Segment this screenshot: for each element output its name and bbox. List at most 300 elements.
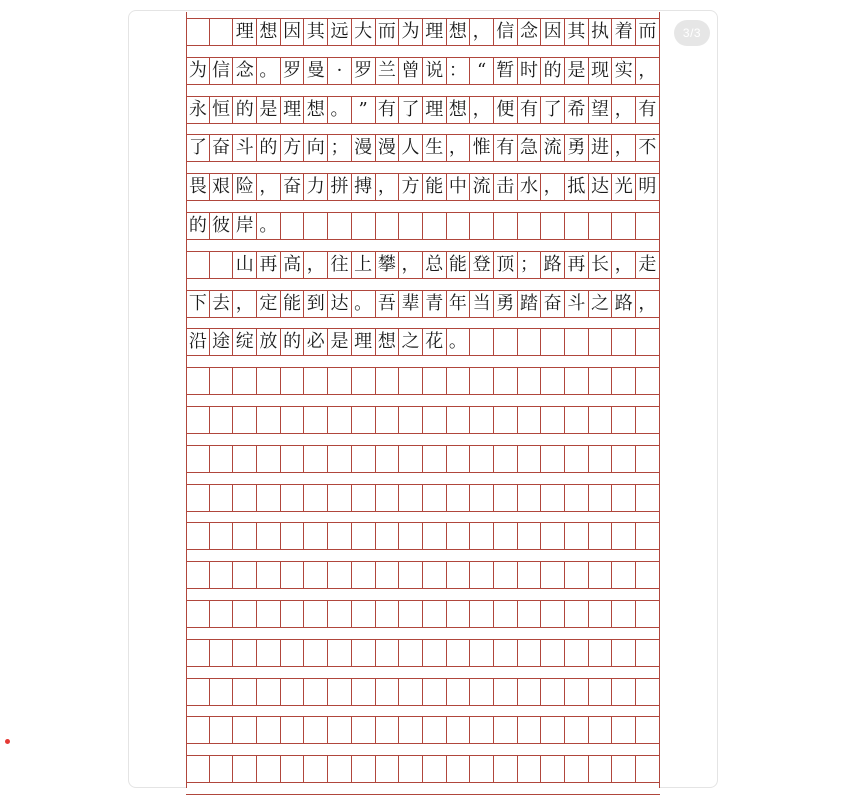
grid-cell xyxy=(470,717,494,743)
grid-cell xyxy=(233,368,257,394)
grid-cell xyxy=(470,213,494,239)
grid-cell xyxy=(518,601,542,627)
grid-cell: 登 xyxy=(470,252,494,278)
grid-cell: 斗 xyxy=(565,291,589,317)
grid-cell: 而 xyxy=(376,19,400,45)
grid-cell xyxy=(541,213,565,239)
grid-cell xyxy=(541,640,565,666)
grid-cell xyxy=(376,601,400,627)
grid-cell xyxy=(447,601,471,627)
grid-row xyxy=(186,561,660,589)
grid-cell xyxy=(565,601,589,627)
grid-cell: 定 xyxy=(257,291,281,317)
grid-cell xyxy=(376,523,400,549)
grid-cell xyxy=(541,446,565,472)
grid-cell: 去 xyxy=(210,291,234,317)
grid-cell xyxy=(589,485,613,511)
grid-cell: 顶 xyxy=(494,252,518,278)
grid-cell xyxy=(210,640,234,666)
grid-cell xyxy=(636,717,660,743)
grid-cell xyxy=(518,679,542,705)
grid-cell xyxy=(541,368,565,394)
grid-cell xyxy=(399,523,423,549)
grid-cell xyxy=(304,446,328,472)
grid-cell: 便 xyxy=(494,97,518,123)
grid-cell: ， xyxy=(304,252,328,278)
grid-cell xyxy=(447,679,471,705)
grid-cell xyxy=(612,679,636,705)
grid-row xyxy=(186,134,660,162)
grid-cell: 下 xyxy=(186,291,210,317)
grid-cell xyxy=(494,562,518,588)
grid-cell: 勇 xyxy=(494,291,518,317)
grid-cell: 时 xyxy=(518,58,542,84)
grid-cell: 其 xyxy=(565,19,589,45)
grid-cell: ： xyxy=(447,58,471,84)
grid-cell xyxy=(565,756,589,782)
grid-cell xyxy=(612,329,636,355)
grid-cell xyxy=(186,717,210,743)
grid-cell xyxy=(399,562,423,588)
grid-cell xyxy=(210,717,234,743)
grid-row xyxy=(186,406,660,434)
grid-cell: 水 xyxy=(518,174,542,200)
grid-cell xyxy=(565,485,589,511)
grid-cell xyxy=(257,446,281,472)
grid-cell: 罗 xyxy=(281,58,305,84)
grid-cell xyxy=(233,601,257,627)
grid-cell: 理 xyxy=(423,19,447,45)
grid-cell xyxy=(423,523,447,549)
grid-cell: 艰 xyxy=(210,174,234,200)
grid-cell: 光 xyxy=(612,174,636,200)
grid-cell: 长 xyxy=(589,252,613,278)
grid-cell xyxy=(352,562,376,588)
grid-cell xyxy=(636,640,660,666)
grid-cell xyxy=(494,407,518,433)
grid-row xyxy=(186,367,660,395)
grid-cell: 高 xyxy=(281,252,305,278)
grid-cell: 生 xyxy=(423,135,447,161)
grid-cell: 的 xyxy=(186,213,210,239)
grid-cell: 漫 xyxy=(352,135,376,161)
grid-row xyxy=(186,600,660,628)
grid-cell: 曾 xyxy=(399,58,423,84)
grid-cell xyxy=(494,368,518,394)
grid-cell xyxy=(470,329,494,355)
grid-cell: · xyxy=(328,58,352,84)
grid-cell: “ xyxy=(470,58,494,84)
grid-cell xyxy=(447,407,471,433)
grid-cell: 斗 xyxy=(233,135,257,161)
grid-cell: 吾 xyxy=(376,291,400,317)
grid-cell xyxy=(447,523,471,549)
grid-cell xyxy=(612,601,636,627)
grid-cell: 希 xyxy=(565,97,589,123)
grid-cell xyxy=(423,640,447,666)
grid-cell: 流 xyxy=(541,135,565,161)
grid-cell xyxy=(636,368,660,394)
grid-cell xyxy=(352,446,376,472)
grid-cell xyxy=(304,523,328,549)
grid-cell xyxy=(612,523,636,549)
grid-cell xyxy=(376,368,400,394)
grid-cell: ； xyxy=(518,252,542,278)
grid-cell: 奋 xyxy=(281,174,305,200)
grid-cell: 再 xyxy=(257,252,281,278)
grid-cell: 路 xyxy=(541,252,565,278)
grid-cell: ； xyxy=(328,135,352,161)
grid-cell: 大 xyxy=(352,19,376,45)
grid-cell: 途 xyxy=(210,329,234,355)
grid-cell: 达 xyxy=(589,174,613,200)
grid-cell xyxy=(494,679,518,705)
grid-cell: 奋 xyxy=(541,291,565,317)
grid-cell xyxy=(494,717,518,743)
grid-cell xyxy=(352,601,376,627)
grid-cell xyxy=(233,407,257,433)
grid-cell xyxy=(494,640,518,666)
grid-cell xyxy=(636,446,660,472)
grid-cell xyxy=(186,368,210,394)
grid-row xyxy=(186,57,660,85)
grid-cell xyxy=(541,562,565,588)
grid-cell xyxy=(257,717,281,743)
grid-cell xyxy=(281,640,305,666)
grid-cell: ” xyxy=(352,97,376,123)
grid-cell xyxy=(612,485,636,511)
grid-cell xyxy=(589,329,613,355)
grid-cell xyxy=(589,213,613,239)
grid-cell xyxy=(328,640,352,666)
grid-cell: 兰 xyxy=(376,58,400,84)
grid-cell xyxy=(565,523,589,549)
grid-cell xyxy=(423,717,447,743)
grid-cell xyxy=(376,679,400,705)
grid-cell: 击 xyxy=(494,174,518,200)
grid-cell: 曼 xyxy=(304,58,328,84)
grid-cell xyxy=(233,446,257,472)
grid-cell xyxy=(352,756,376,782)
grid-cell: 的 xyxy=(257,135,281,161)
grid-cell xyxy=(186,562,210,588)
grid-cell xyxy=(281,679,305,705)
grid-cell: ， xyxy=(470,19,494,45)
grid-cell: 年 xyxy=(447,291,471,317)
grid-cell xyxy=(470,756,494,782)
grid-cell: 必 xyxy=(304,329,328,355)
grid-cell xyxy=(518,485,542,511)
grid-cell xyxy=(186,640,210,666)
grid-cell: ， xyxy=(376,174,400,200)
grid-cell xyxy=(328,562,352,588)
grid-cell xyxy=(399,407,423,433)
grid-cell xyxy=(494,523,518,549)
grid-cell xyxy=(257,679,281,705)
grid-cell xyxy=(186,601,210,627)
grid-cell xyxy=(423,407,447,433)
grid-cell: ， xyxy=(470,97,494,123)
grid-cell xyxy=(565,640,589,666)
grid-cell xyxy=(612,407,636,433)
grid-cell xyxy=(376,562,400,588)
grid-cell xyxy=(589,407,613,433)
grid-cell xyxy=(541,523,565,549)
grid-cell: 理 xyxy=(233,19,257,45)
grid-cell xyxy=(423,756,447,782)
grid-cell xyxy=(210,446,234,472)
grid-cell xyxy=(304,717,328,743)
grid-cell: 其 xyxy=(304,19,328,45)
grid-cell: 攀 xyxy=(376,252,400,278)
grid-cell xyxy=(470,407,494,433)
grid-cell xyxy=(376,717,400,743)
grid-cell xyxy=(447,756,471,782)
grid-cell xyxy=(589,446,613,472)
grid-cell: 漫 xyxy=(376,135,400,161)
grid-cell: 理 xyxy=(352,329,376,355)
grid-cell: 人 xyxy=(399,135,423,161)
grid-cell xyxy=(636,213,660,239)
grid-cell: 暂 xyxy=(494,58,518,84)
grid-cell: 绽 xyxy=(233,329,257,355)
grid-cell xyxy=(541,756,565,782)
grid-cell: 当 xyxy=(470,291,494,317)
grid-cell: ， xyxy=(636,291,660,317)
grid-row xyxy=(186,290,660,318)
grid-cell xyxy=(352,717,376,743)
grid-cell: 向 xyxy=(304,135,328,161)
grid-cell: 上 xyxy=(352,252,376,278)
grid-cell xyxy=(210,252,234,278)
grid-cell xyxy=(304,407,328,433)
grid-cell: 到 xyxy=(304,291,328,317)
grid-cell: 着 xyxy=(612,19,636,45)
grid-row xyxy=(186,522,660,550)
grid-cell xyxy=(541,679,565,705)
grid-row xyxy=(186,484,660,512)
grid-cell xyxy=(352,523,376,549)
grid-cell xyxy=(541,601,565,627)
grid-cell: 因 xyxy=(541,19,565,45)
grid-cell: 力 xyxy=(304,174,328,200)
grid-cell xyxy=(565,329,589,355)
grid-cell xyxy=(612,368,636,394)
grid-cell xyxy=(636,407,660,433)
grid-cell xyxy=(210,485,234,511)
grid-cell xyxy=(470,640,494,666)
grid-cell xyxy=(494,329,518,355)
grid-cell: 理 xyxy=(423,97,447,123)
grid-cell xyxy=(612,562,636,588)
grid-cell: 能 xyxy=(281,291,305,317)
grid-cell xyxy=(399,756,423,782)
grid-cell xyxy=(447,213,471,239)
grid-cell xyxy=(612,717,636,743)
grid-cell: 信 xyxy=(210,58,234,84)
grid-cell xyxy=(518,213,542,239)
grid-cell xyxy=(281,446,305,472)
grid-cell xyxy=(423,213,447,239)
grid-cell xyxy=(470,485,494,511)
grid-cell: 山 xyxy=(233,252,257,278)
grid-cell xyxy=(281,756,305,782)
grid-cell xyxy=(186,252,210,278)
grid-cell xyxy=(328,446,352,472)
grid-cell xyxy=(494,213,518,239)
grid-cell xyxy=(470,523,494,549)
grid-cell xyxy=(186,485,210,511)
grid-cell xyxy=(399,601,423,627)
grid-cell: 方 xyxy=(281,135,305,161)
grid-cell xyxy=(636,756,660,782)
grid-cell xyxy=(589,640,613,666)
grid-cell xyxy=(494,485,518,511)
grid-cell xyxy=(494,601,518,627)
grid-cell xyxy=(352,213,376,239)
grid-cell xyxy=(210,19,234,45)
grid-cell xyxy=(210,523,234,549)
grid-row xyxy=(186,173,660,201)
grid-cell xyxy=(257,756,281,782)
grid-cell xyxy=(328,756,352,782)
grid-cell: 往 xyxy=(328,252,352,278)
grid-cell: 是 xyxy=(257,97,281,123)
grid-cell xyxy=(328,368,352,394)
grid-cell xyxy=(612,640,636,666)
grid-cell: 永 xyxy=(186,97,210,123)
grid-cell: 奋 xyxy=(210,135,234,161)
grid-cell: 拼 xyxy=(328,174,352,200)
grid-cell xyxy=(233,679,257,705)
grid-cell: 为 xyxy=(399,19,423,45)
grid-cell: 惟 xyxy=(470,135,494,161)
grid-cell: 说 xyxy=(423,58,447,84)
grid-cell xyxy=(304,485,328,511)
grid-cell: 有 xyxy=(518,97,542,123)
grid-cell xyxy=(328,601,352,627)
grid-cell xyxy=(210,368,234,394)
grid-row xyxy=(186,328,660,356)
grid-cell xyxy=(589,368,613,394)
grid-cell xyxy=(518,446,542,472)
grid-cell xyxy=(589,601,613,627)
grid-cell xyxy=(447,717,471,743)
grid-cell xyxy=(328,213,352,239)
grid-cell: 不 xyxy=(636,135,660,161)
grid-cell xyxy=(257,601,281,627)
grid-cell xyxy=(304,640,328,666)
grid-cell xyxy=(447,640,471,666)
grid-cell xyxy=(281,562,305,588)
grid-cell xyxy=(447,446,471,472)
grid-cell: 青 xyxy=(423,291,447,317)
grid-cell: ， xyxy=(447,135,471,161)
grid-cell xyxy=(423,562,447,588)
grid-cell xyxy=(233,523,257,549)
grid-cell xyxy=(210,679,234,705)
grid-cell xyxy=(257,562,281,588)
grid-cell: 岸 xyxy=(233,213,257,239)
paper-left-border xyxy=(186,12,187,788)
grid-cell xyxy=(352,407,376,433)
grid-cell: 了 xyxy=(399,97,423,123)
grid-cell xyxy=(376,407,400,433)
grid-cell: 为 xyxy=(186,58,210,84)
grid-cell: 罗 xyxy=(352,58,376,84)
grid-cell: 路 xyxy=(612,291,636,317)
grid-cell: ， xyxy=(612,252,636,278)
grid-cell: 辈 xyxy=(399,291,423,317)
grid-cell: 险 xyxy=(233,174,257,200)
grid-cell: 了 xyxy=(541,97,565,123)
grid-cell xyxy=(612,446,636,472)
grid-cell xyxy=(399,640,423,666)
grid-cell xyxy=(281,407,305,433)
grid-cell: 的 xyxy=(281,329,305,355)
grid-cell xyxy=(636,329,660,355)
grid-cell xyxy=(565,368,589,394)
grid-cell: 抵 xyxy=(565,174,589,200)
grid-cell xyxy=(565,679,589,705)
grid-cell xyxy=(399,213,423,239)
grid-cell xyxy=(518,562,542,588)
grid-cell: 是 xyxy=(565,58,589,84)
grid-cell: 。 xyxy=(352,291,376,317)
grid-cell xyxy=(352,679,376,705)
grid-cell xyxy=(518,368,542,394)
grid-cell xyxy=(470,679,494,705)
grid-cell xyxy=(281,601,305,627)
grid-cell xyxy=(376,756,400,782)
grid-cell xyxy=(589,562,613,588)
grid-cell xyxy=(399,368,423,394)
grid-cell xyxy=(328,679,352,705)
grid-cell xyxy=(281,485,305,511)
grid-cell: 的 xyxy=(541,58,565,84)
grid-cell xyxy=(376,640,400,666)
grid-cell xyxy=(470,368,494,394)
grid-cell xyxy=(257,407,281,433)
grid-cell xyxy=(470,601,494,627)
grid-cell: 。 xyxy=(328,97,352,123)
grid-cell xyxy=(636,523,660,549)
grid-cell xyxy=(518,640,542,666)
grid-cell: 理 xyxy=(281,97,305,123)
grid-cell: 彼 xyxy=(210,213,234,239)
grid-cell: 花 xyxy=(423,329,447,355)
grid-cell xyxy=(233,717,257,743)
grid-cell xyxy=(612,213,636,239)
grid-cell xyxy=(589,717,613,743)
grid-cell: 。 xyxy=(257,58,281,84)
grid-cell xyxy=(518,523,542,549)
grid-cell: 想 xyxy=(257,19,281,45)
grid-cell xyxy=(186,19,210,45)
grid-cell xyxy=(281,213,305,239)
grid-cell xyxy=(186,523,210,549)
grid-cell: 能 xyxy=(447,252,471,278)
grid-cell xyxy=(447,485,471,511)
grid-cell: 之 xyxy=(589,291,613,317)
grid-cell xyxy=(565,562,589,588)
grid-cell xyxy=(233,562,257,588)
grid-cell xyxy=(233,485,257,511)
page-indicator-badge: 3/3 xyxy=(674,20,710,46)
grid-cell xyxy=(565,717,589,743)
grid-cell xyxy=(233,640,257,666)
grid-cell: 中 xyxy=(447,174,471,200)
